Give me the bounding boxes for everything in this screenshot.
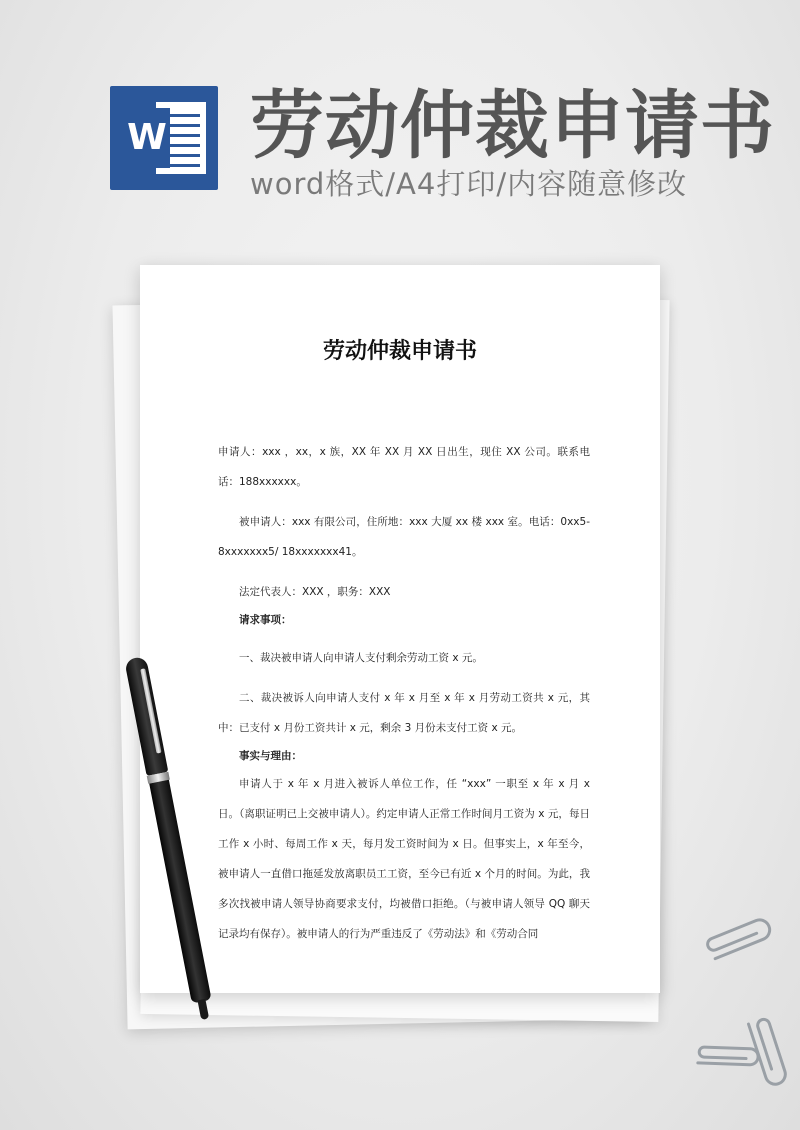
paper-clip-icon	[691, 1043, 768, 1076]
logo-letter: W	[124, 108, 170, 168]
facts-heading: 事实与理由：	[239, 750, 302, 762]
respondent-paragraph: 被申请人：xxx 有限公司，住所地：xxx 大厦 xx 楼 xxx 室。电话：0xx5-8xxxxxxx5/ 18xxxxxxx41。	[218, 516, 590, 558]
facts-paragraph: 申请人于 x 年 x 月进入被诉人单位工作，任 “xxx” 一职至 x 年 x 月 x 日。（离职证明已上交被申请人）。约定申请人正常工作时间月工资为 x 元，每日工作 x 小时、每周工作 x 天，每月发工资时间为 x 日。但事实上，x 年至今，被申请人一直借口拖延发放离职员工工资，至今已有近 x 个月的时间。为此，我多次找被申请人领导协商要求支付，均被借口拒绝。（与被申请人领导 QQ 聊天记录均有保存）。被申请人的行为严重违反了《劳动法》和《劳动合同	[218, 778, 590, 940]
document-page	[140, 265, 660, 993]
document-body	[218, 437, 590, 949]
header-subtitle: word格式/A4打印/内容随意修改	[250, 167, 688, 201]
word-logo-icon	[110, 86, 218, 190]
header-title: 劳动仲裁申请书	[250, 83, 775, 169]
claim-item-2: 二、裁决被诉人向申请人支付 x 年 x 月至 x 年 x 月劳动工资共 x 元，其中：已支付 x 月份工资共计 x 元，剩余 3 月份未支付工资 x 元。	[218, 692, 590, 734]
document-title: 劳动仲裁申请书	[322, 339, 477, 364]
applicant-paragraph: 申请人：xxx ，xx，x 族，XX 年 XX 月 XX 日出生，现住 XX 公司。联系电话：188xxxxxx。	[218, 446, 590, 488]
claims-heading: 请求事项：	[239, 614, 292, 626]
legal-rep-paragraph: 法定代表人：XXX ，职务：XXX	[239, 586, 391, 598]
claim-item-1: 一、裁决被申请人向申请人支付剩余劳动工资 x 元。	[239, 652, 483, 664]
paper-clip-icon	[695, 905, 786, 976]
